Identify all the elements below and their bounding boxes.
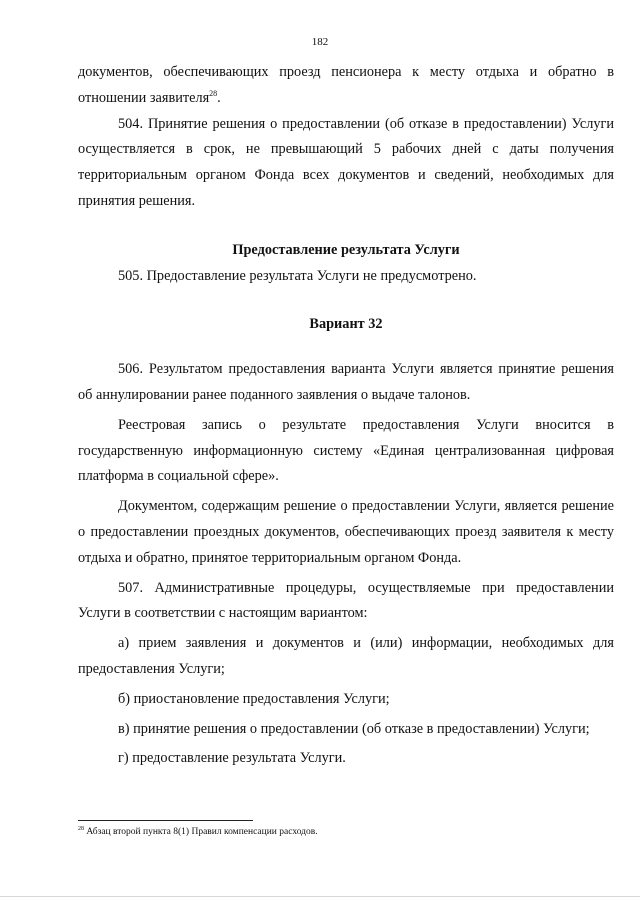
list-item-g: г) предоставление результата Услуги.: [118, 750, 346, 767]
document-body: [78, 60, 614, 772]
paragraph-504: 504. Принятие решения о предоставлении (об отказе в предоставлении) Услуги осуществляется в срок, не превышающий 5 рабочих дней с даты получения территориальным органом Фонда всех документов и сведений, необходимых для принятия решения.: [78, 115, 614, 209]
list-item-v: в) принятие решения о предоставлении (об отказе в предоставлении) Услуги;: [118, 720, 590, 737]
footnote-reference: 28: [209, 89, 218, 99]
page-number: 182: [311, 36, 329, 48]
page-edge-line: [0, 896, 640, 897]
paragraph-507: 507. Административные процедуры, осуществляемые при предоставлении Услуги в соответствии с настоящим вариантом:: [78, 579, 614, 622]
section-heading-result: Предоставление результата Услуги: [232, 241, 460, 258]
paragraph-505: 505. Предоставление результата Услуги не предусмотрено.: [118, 267, 477, 284]
paragraph-506: 506. Результатом предоставления варианта Услуги является принятие решения об аннулировании ранее поданного заявления о выдаче талонов.: [78, 361, 614, 403]
paragraph-continuation-text: документов, обеспечивающих проезд пенсионера к месту отдыха и обратно в отношении заявителя: [78, 64, 614, 106]
paragraph-continuation-end: .: [217, 89, 221, 106]
section-heading-variant: Вариант 32: [309, 316, 383, 333]
footnote-separator: [78, 820, 253, 821]
footnote: [78, 826, 614, 839]
paragraph-registry: Реестровая запись о результате предоставления Услуги вносится в государственную информационную систему «Единая централизованная цифровая платформа в социальной сфере».: [78, 416, 614, 485]
list-item-a: а) прием заявления и документов и (или) информации, необходимых для предоставления Услуги;: [78, 635, 614, 677]
footnote-text: Абзац второй пункта 8(1) Правил компенсации расходов.: [84, 827, 318, 837]
list-item-b: б) приостановление предоставления Услуги;: [118, 690, 390, 707]
paragraph-document: Документом, содержащим решение о предоставлении Услуги, является решение о предоставлении проездных документов, обеспечивающих проезд заявителя к месту отдыха и обратно, принятое территориальным органом Фонда.: [78, 498, 614, 566]
footnote-number: 28: [78, 825, 84, 832]
paragraph-continuation: [78, 60, 614, 112]
